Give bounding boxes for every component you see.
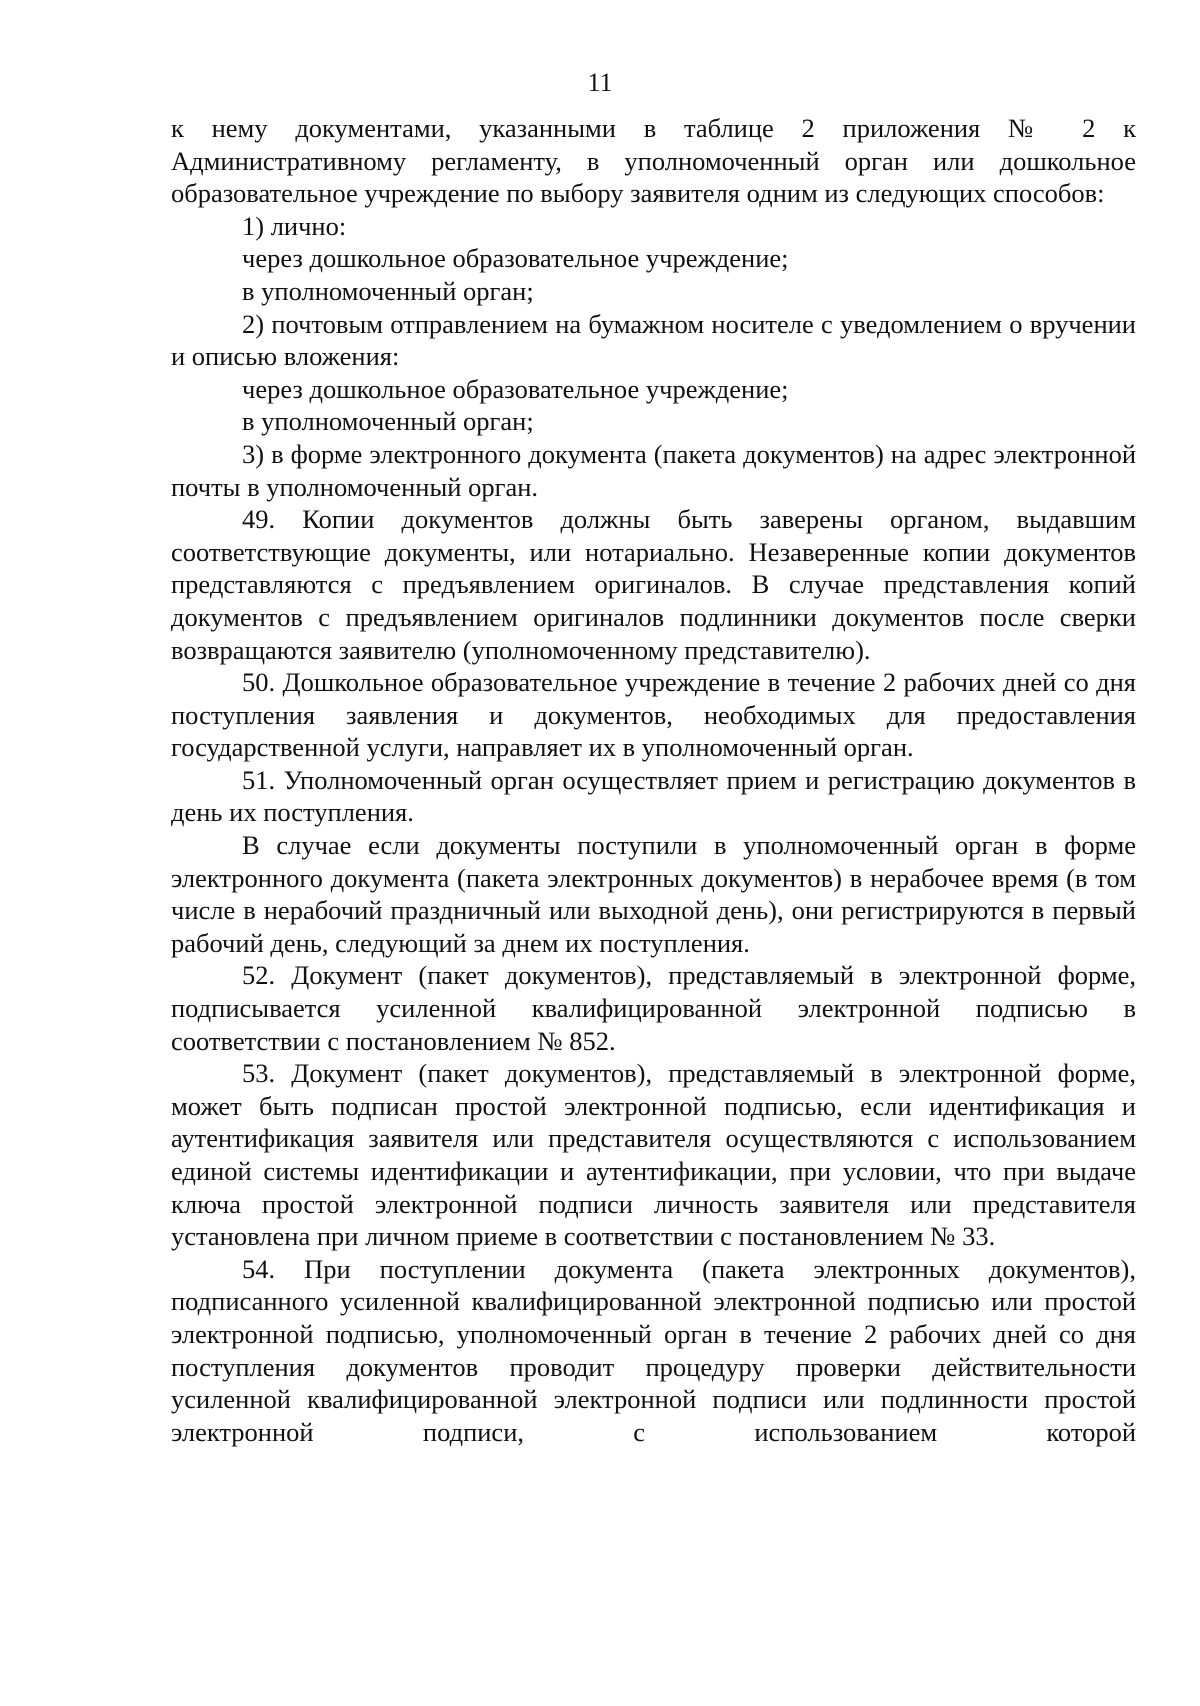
paragraph: 53. Документ (пакет документов), представляемый в электронной форме, может быть подписан простой электронной подписью, если идентификация и аутентификация заявителя или представителя осуществляются с использованием единой системы идентификации и аутентификации, при условии, что при выдаче ключа простой электронной подписи личность заявителя или представителя установлена при личном приеме в соответствии с постановлением № 33.: [171, 1058, 1136, 1252]
paragraph: 54. При поступлении документа (пакета электронных документов), подписанного усиленной квалифицированной электронной подписью или простой электронной подписью, уполномоченный орган в течение 2 рабочих дней со дня поступления документов проводит процедуру проверки действительности усиленной квалифицированной электронной подписи или подлинности простой электронной подписи, с использованием которой: [171, 1253, 1136, 1447]
document-body: [171, 112, 1136, 1448]
paragraph: 3) в форме электронного документа (пакета документов) на адрес электронной почты в уполномоченный орган.: [171, 438, 1136, 502]
paragraph: 49. Копии документов должны быть заверены органом, выдавшим соответствующие документы, или нотариально. Незаверенные копии документов представляются с предъявлением оригиналов. В случае представления копий документов с предъявлением оригиналов подлинники документов после сверки возвращаются заявителю (уполномоченному представителю).: [171, 504, 1136, 665]
paragraph: 2) почтовым отправлением на бумажном носителе с уведомлением о вручении и описью вложения:: [171, 308, 1136, 372]
paragraph: через дошкольное образовательное учреждение;: [242, 243, 789, 274]
paragraph: к нему документами, указанными в таблице 2 приложения № 2 к Административному регламенту, в уполномоченный орган или дошкольное образовательное учреждение по выбору заявителя одним из следующих способов:: [171, 113, 1136, 209]
page-number: 11: [587, 68, 613, 97]
paragraph: через дошкольное образовательное учреждение;: [242, 373, 789, 404]
paragraph: в уполномоченный орган;: [242, 406, 534, 437]
paragraph: 50. Дошкольное образовательное учреждение в течение 2 рабочих дней со дня поступления заявления и документов, необходимых для предоставления государственной услуги, направляет их в уполномоченный орган.: [171, 667, 1136, 763]
paragraph: 52. Документ (пакет документов), представляемый в электронной форме, подписывается усиленной квалифицированной электронной подписью в соответствии с постановлением № 852.: [171, 960, 1136, 1056]
paragraph: 1) лично:: [242, 210, 347, 241]
paragraph: в уполномоченный орган;: [242, 275, 534, 306]
paragraph: В случае если документы поступили в уполномоченный орган в форме электронного документа (пакета электронных документов) в нерабочее время (в том числе в нерабочий праздничный или выходной день), они регистрируются в первый рабочий день, следующий за днем их поступления.: [171, 830, 1136, 958]
paragraph: 51. Уполномоченный орган осуществляет прием и регистрацию документов в день их поступления.: [171, 764, 1136, 828]
